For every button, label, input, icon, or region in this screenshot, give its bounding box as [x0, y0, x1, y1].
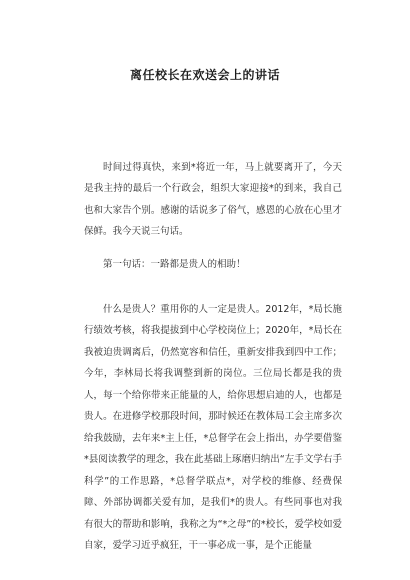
- document-title: 离任校长在欢送会上的讲话: [129, 68, 280, 82]
- paragraph-intro: 时间过得真快，来到*将近一年，马上就要离开了，今天是我主持的最后一个行政会，组织大家迎接*的到来，我自己也和大家告个别。感谢的话说多了俗气，感恩的心放在心里才保鲜。我今天说三句话。: [84, 161, 342, 237]
- paragraph-first-point-heading: 第一句话：一路都是贵人的相助！: [103, 258, 246, 270]
- paragraph-first-point-body: 什么是贵人？重用你的人一定是贵人。2012年，*局长施行绩效考核，将我提拔到中心学校岗位上；2020年，*局长在我被迫贵调离后，仍然宽容和信任，重新安排我到四中工作；今年，李林局长将我调整到新的岗位。三位局长都是我的贵人，每一个给你带来正能量的人，给你思想启迪的人，也都是贵人。在进修学校那段时间，那时候还在教体局工会主席多次给我鼓励，去年来*主上任，*总督学在会上指出，办学要借鉴*县阅读教学的理念，我在此基础上琢磨归纳出“左手文学右手科学”的工作思路，*总督学联点*，对学校的维修、经费保障、外部协调都关爱有加，是我们*的贵人。有些同事也对我有很大的帮助和影响，我称之为“*之母”的*校长，爱学校如爱自家，爱学习近乎疯狂，干一事必成一事，是个正能量: [84, 303, 342, 551]
